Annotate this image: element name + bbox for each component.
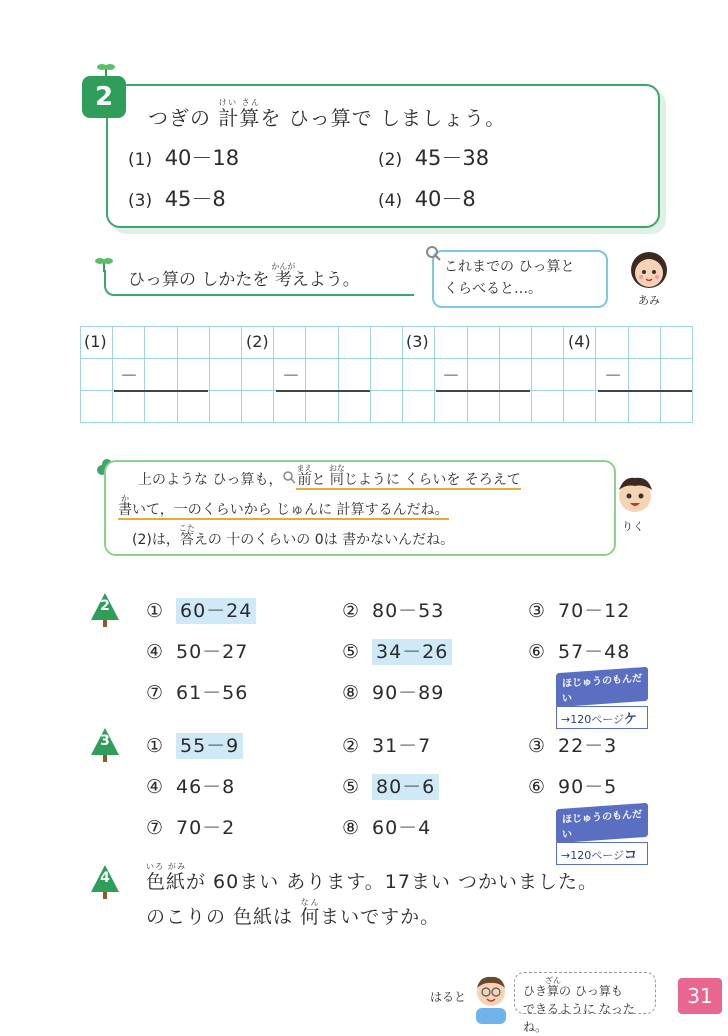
problem-item-3: (3) 45－8 (128, 187, 226, 211)
ex2-item-2: ② 80－53 (342, 600, 445, 622)
grid-cell (434, 390, 467, 423)
exercise-4-badge: 4 (100, 870, 110, 886)
grid-cell (402, 390, 435, 423)
grid-cell (531, 358, 564, 391)
ex3-item-5: ⑤ 80－6 (342, 772, 439, 799)
ex2-item-1: ① 60－24 (146, 596, 256, 623)
grid-cell (434, 326, 467, 359)
grid-cell (370, 358, 403, 391)
magnifier-icon (282, 470, 296, 484)
grid-cell (499, 358, 532, 391)
hoju-link-ke[interactable]: ほじゅうのもんだい →120ページケ (556, 670, 648, 710)
ex4-line-2: のこりの 色紙は 何なんまいですか。 (146, 898, 441, 928)
grid-cell (177, 390, 210, 423)
haruto-line-2: できるように なったね。 (523, 1002, 635, 1034)
grid-cell (499, 390, 532, 423)
sprout-icon (94, 256, 114, 272)
grid-cell (563, 358, 596, 391)
grid-cell (660, 326, 693, 359)
grid-cell (273, 390, 306, 423)
grid-cell (241, 390, 274, 423)
ex2-item-4: ④ 50－27 (146, 641, 249, 663)
grid-cell (338, 326, 371, 359)
grid-cell (563, 390, 596, 423)
ex3-item-3: ③ 22－3 (528, 735, 618, 757)
grid-cell (660, 358, 693, 391)
ex3-item-1: ① 55－9 (146, 731, 243, 758)
grid-cell (209, 390, 242, 423)
page-number: 31 (678, 978, 722, 1014)
ex3-item-7: ⑦ 70－2 (146, 817, 236, 839)
grid-cell (80, 390, 113, 423)
grid-label-3: (3) (406, 332, 429, 351)
grid-cell (595, 390, 628, 423)
grid-cell (628, 326, 661, 359)
ex3-item-2: ② 31－7 (342, 735, 432, 757)
grid-cell (467, 326, 500, 359)
hoju-link-ko[interactable]: ほじゅうのもんだい →120ページコ (556, 806, 648, 846)
ami-avatar-icon (626, 248, 672, 292)
grid-answer-line-4 (598, 390, 692, 392)
problem-badge: 2 (82, 76, 126, 118)
grid-cell (499, 326, 532, 359)
grid-minus-1: － (120, 366, 138, 387)
grid-cell (370, 390, 403, 423)
haruto-name: はると (430, 990, 467, 1004)
grid-cell (628, 390, 661, 423)
ex3-item-6: ⑥ 90－5 (528, 776, 618, 798)
haruto-line-1: ひき算ざんの ひっ算も (523, 976, 623, 998)
grid-cell (467, 390, 500, 423)
grid-cell (531, 390, 564, 423)
grid-cell (144, 326, 177, 359)
riku-speech-bubble (104, 460, 616, 556)
grid-cell (273, 326, 306, 359)
grid-cell (80, 358, 113, 391)
ex2-item-8: ⑧ 90－89 (342, 682, 445, 704)
problem-item-4: (4) 40－8 (378, 187, 476, 211)
hissan-grid (80, 326, 692, 422)
problem-item-2: (2) 45－38 (378, 146, 490, 170)
ex3-item-4: ④ 46－8 (146, 776, 236, 798)
grid-label-1: (1) (84, 332, 107, 351)
ex4-line-1: 色紙いろ がみが 60まい あります。17まい つかいました。 (146, 862, 598, 893)
riku-avatar-icon (612, 472, 658, 516)
ex3-item-8: ⑧ 60－4 (342, 817, 432, 839)
grid-cell (144, 390, 177, 423)
grid-cell (177, 358, 210, 391)
grid-cell (305, 358, 338, 391)
ami-name: あみ (638, 294, 660, 307)
grid-cell (305, 326, 338, 359)
grid-cell (144, 358, 177, 391)
exercise-2-badge: 2 (100, 598, 110, 614)
grid-cell (531, 326, 564, 359)
grid-cell (112, 326, 145, 359)
grid-answer-line-2 (276, 390, 370, 392)
problem-item-1: (1) 40－18 (128, 146, 240, 170)
problem-title: つぎの 計算けい さんを ひっ算で しましょう。 (148, 98, 507, 130)
ex2-item-6: ⑥ 57－48 (528, 641, 631, 663)
grid-cell (209, 326, 242, 359)
ami-line-1: これまでの ひっ算と (444, 259, 575, 275)
exercise-3-badge: 3 (100, 733, 110, 749)
think-prompt: ひっ算の しかたを 考かんがえよう。 (128, 262, 360, 290)
ex2-item-5: ⑤ 34－26 (342, 637, 452, 664)
grid-cell (628, 358, 661, 391)
grid-answer-line-3 (436, 390, 530, 392)
grid-cell (338, 358, 371, 391)
grid-label-4: (4) (568, 332, 591, 351)
haruto-speech-bubble (514, 972, 656, 1034)
grid-cell (112, 390, 145, 423)
magnifier-icon (424, 244, 442, 262)
grid-cell (209, 358, 242, 391)
grid-cell (467, 358, 500, 391)
ex2-item-3: ③ 70－12 (528, 600, 631, 622)
grid-cell (660, 390, 693, 423)
riku-line-2: 書かいて，一のくらいから じゅんに 計算するんだね。 (118, 494, 449, 518)
grid-minus-2: － (282, 366, 300, 387)
ami-line-2: くらべると…。 (444, 281, 542, 297)
ex2-item-7: ⑦ 61－56 (146, 682, 249, 704)
grid-cell (338, 390, 371, 423)
grid-cell (370, 326, 403, 359)
grid-answer-line-1 (114, 390, 208, 392)
grid-minus-4: － (604, 366, 622, 387)
grid-cell (241, 358, 274, 391)
grid-cell (177, 326, 210, 359)
riku-name: りく (622, 520, 644, 533)
grid-cell (305, 390, 338, 423)
grid-label-2: (2) (246, 332, 269, 351)
riku-line-3: (2)は，答こたえの 十のくらいの 0は 書かないんだね。 (132, 524, 455, 548)
riku-line-1: 上のような ひっ算も， 前まえと 同おなじように くらいを そろえて (138, 464, 521, 488)
grid-cell (595, 326, 628, 359)
haruto-avatar-icon (470, 970, 512, 1024)
grid-minus-3: － (442, 366, 460, 387)
grid-cell (402, 358, 435, 391)
ami-speech-bubble (432, 250, 608, 308)
